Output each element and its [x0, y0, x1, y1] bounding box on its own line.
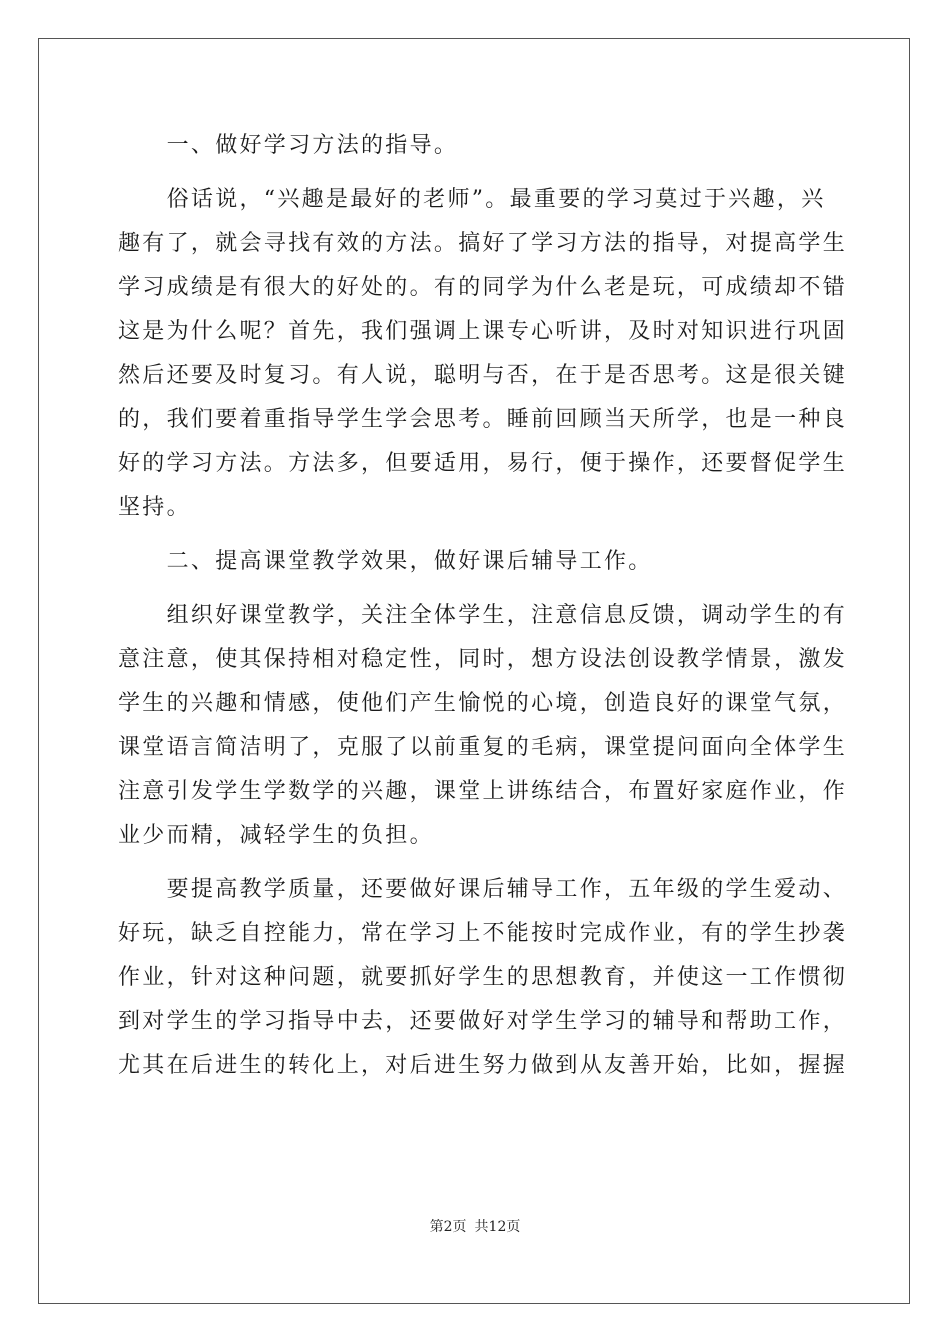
text-line: 好的学习方法。方法多，但要适用，易行，便于操作，还要督促学生 [118, 451, 848, 476]
text-line: 组织好课堂教学，关注全体学生，注意信息反馈，调动学生的有 [118, 603, 848, 628]
text-line: 坚持。 [118, 495, 191, 520]
paragraph-2 [118, 594, 848, 858]
text-line: 到对学生的学习指导中去，还要做好对学生学习的辅导和帮助工作， [118, 1009, 848, 1034]
text-line: 的，我们要着重指导学生学会思考。睡前回顾当天所学，也是一种良 [118, 407, 848, 432]
paragraph-3 [118, 868, 848, 1088]
paragraph-heading-2 [118, 540, 834, 584]
text-line: 注意引发学生学数学的兴趣，课堂上讲练结合，布置好家庭作业，作 [118, 779, 848, 804]
text-line: 二、提高课堂教学效果，做好课后辅导工作。 [118, 549, 653, 574]
text-line: 俗话说，“兴趣是最好的老师”。最重要的学习莫过于兴趣，兴 [118, 187, 826, 212]
paragraph-1 [118, 178, 848, 530]
text-line: 这是为什么呢？首先，我们强调上课专心听讲，及时对知识进行巩固 [118, 319, 848, 344]
text-line: 业少而精，减轻学生的负担。 [118, 823, 434, 848]
page-footer [0, 1216, 950, 1236]
paragraph-heading-1 [118, 124, 834, 168]
text-line: 学习成绩是有很大的好处的。有的同学为什么老是玩，可成绩却不错 [118, 275, 848, 300]
page-number: 第2页 [429, 1219, 467, 1235]
text-line: 作业，针对这种问题，就要抓好学生的思想教育，并使这一工作惯彻 [118, 965, 848, 990]
document-body [118, 124, 848, 1088]
text-line: 好玩，缺乏自控能力，常在学习上不能按时完成作业，有的学生抄袭 [118, 921, 848, 946]
text-line: 一、做好学习方法的指导。 [118, 133, 459, 158]
text-line: 然后还要及时复习。有人说，聪明与否，在于是否思考。这是很关键 [118, 363, 848, 388]
text-line: 学生的兴趣和情感，使他们产生愉悦的心境，创造良好的课堂气氛， [118, 691, 848, 716]
text-line: 课堂语言简洁明了，克服了以前重复的毛病，课堂提问面向全体学生 [118, 735, 848, 760]
text-line: 意注意，使其保持相对稳定性，同时，想方设法创设教学情景，激发 [118, 647, 848, 672]
page-total: 共12页 [474, 1219, 521, 1235]
text-line: 要提高教学质量，还要做好课后辅导工作，五年级的学生爱动、 [118, 877, 848, 902]
text-line: 尤其在后进生的转化上，对后进生努力做到从友善开始，比如，握握 [118, 1053, 848, 1078]
text-line: 趣有了，就会寻找有效的方法。搞好了学习方法的指导，对提高学生 [118, 231, 848, 256]
